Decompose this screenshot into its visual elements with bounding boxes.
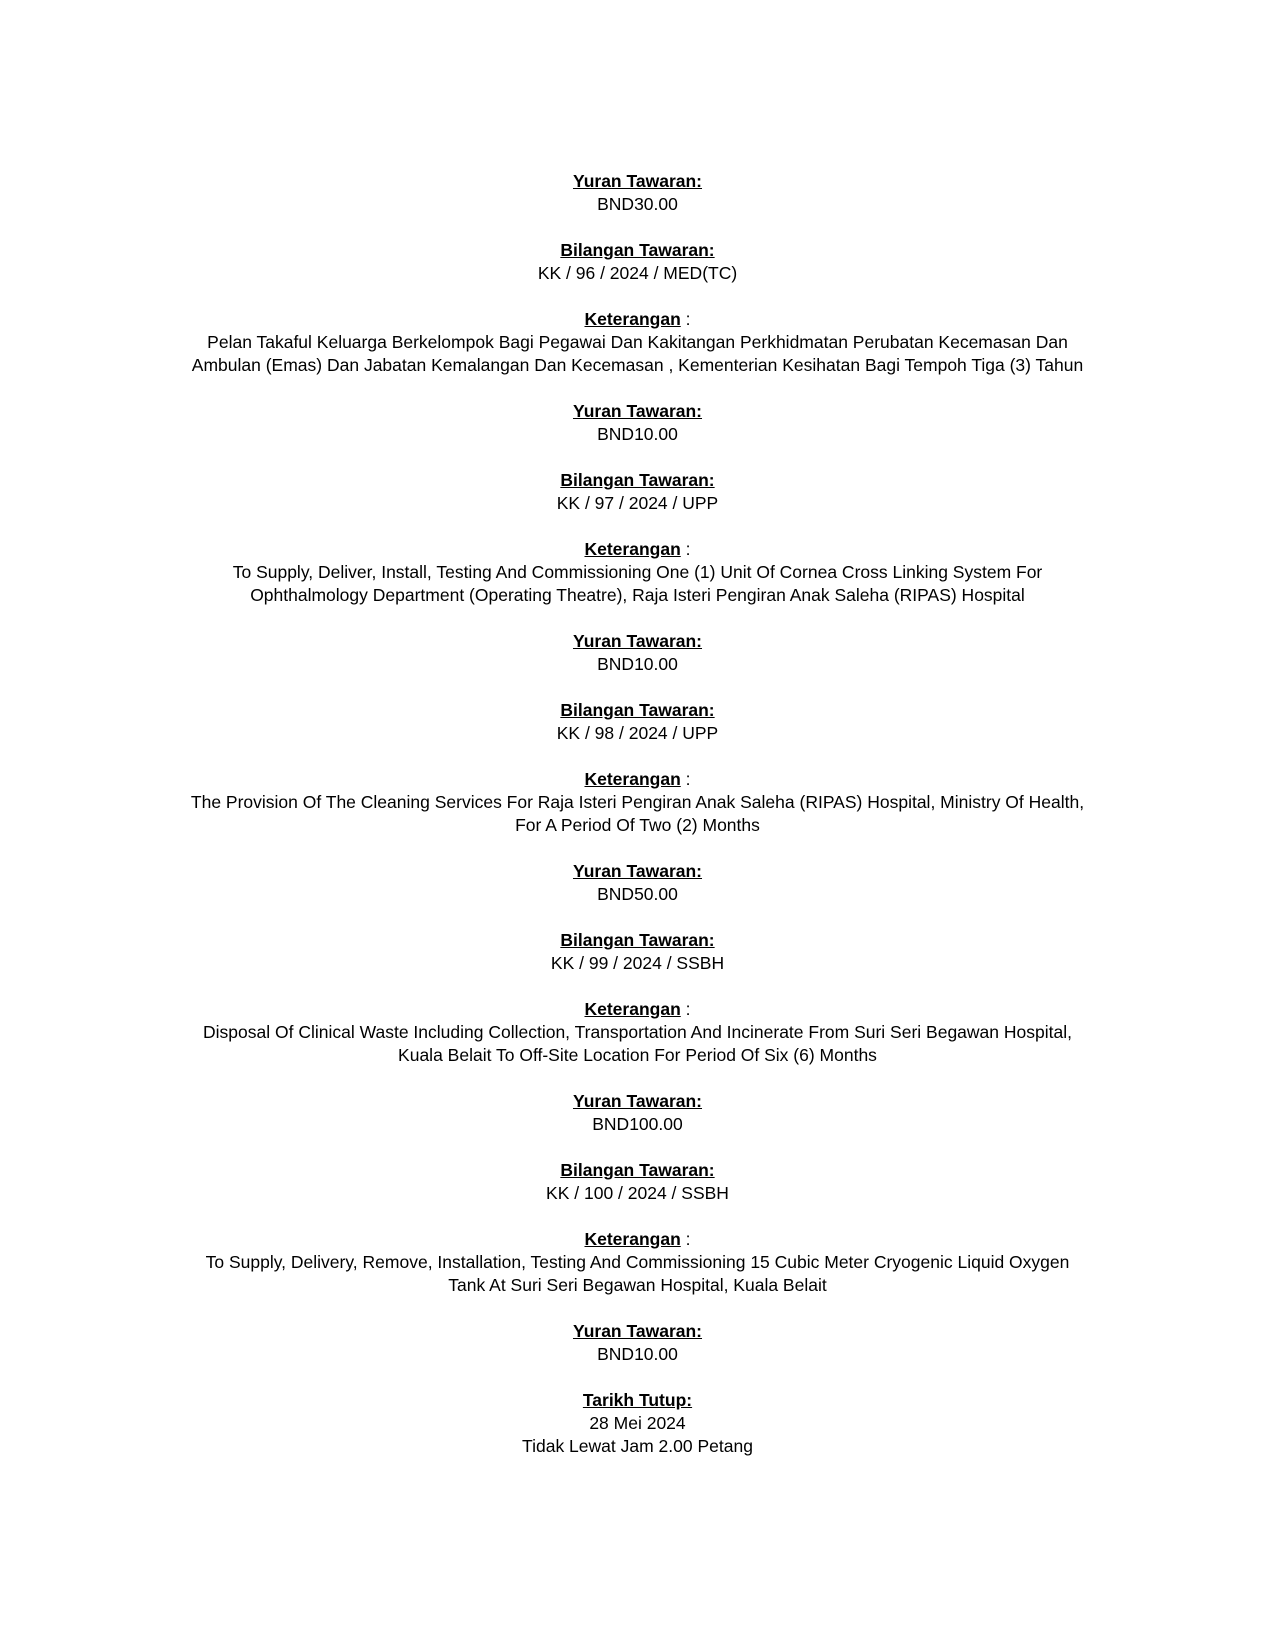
description-line: For A Period Of Two (2) Months: [515, 815, 760, 835]
opening-fee-block: [120, 170, 1155, 216]
description-line: The Provision Of The Cleaning Services For Raja Isteri Pengiran Anak Saleha (RIPAS) Hospital, Ministry Of Health,: [190, 792, 1085, 812]
fee-label: Yuran Tawaran:: [572, 1321, 703, 1341]
tender-number-block: [120, 239, 1155, 285]
description-line: Tank At Suri Seri Begawan Hospital, Kuala Belait: [448, 1275, 827, 1295]
description-label: Keterangan: [584, 309, 681, 329]
fee-value: BND10.00: [597, 654, 678, 674]
closing-date-label: Tarikh Tutup:: [582, 1390, 693, 1410]
tender-fee-block: [120, 400, 1155, 446]
description-line: Kuala Belait To Off-Site Location For Period Of Six (6) Months: [398, 1045, 877, 1065]
tender-number-block: [120, 1159, 1155, 1205]
description-label: Keterangan: [584, 1229, 681, 1249]
description-label: Keterangan: [584, 999, 681, 1019]
closing-time: Tidak Lewat Jam 2.00 Petang: [522, 1436, 753, 1456]
description-colon: :: [680, 539, 691, 559]
tender-fee-block: [120, 1090, 1155, 1136]
fee-value: BND100.00: [592, 1114, 683, 1134]
description-colon: :: [680, 769, 691, 789]
fee-label: Yuran Tawaran:: [572, 1091, 703, 1111]
closing-date-block: [120, 1389, 1155, 1458]
tender-description-block: [120, 308, 1155, 377]
tender-number-label: Bilangan Tawaran:: [560, 240, 715, 260]
description-colon: :: [680, 999, 691, 1019]
description-label: Keterangan: [584, 769, 681, 789]
tender-number: KK / 100 / 2024 / SSBH: [546, 1183, 729, 1203]
tender-number: KK / 99 / 2024 / SSBH: [550, 953, 725, 973]
tender-number-label: Bilangan Tawaran:: [560, 1160, 715, 1180]
tender-description-block: [120, 1228, 1155, 1297]
tender-number-block: [120, 469, 1155, 515]
tender-fee-block: [120, 630, 1155, 676]
tender-notice-page: [120, 170, 1155, 1481]
description-line: Ophthalmology Department (Operating Theatre), Raja Isteri Pengiran Anak Saleha (RIPAS) Hospital: [250, 585, 1025, 605]
description-colon: :: [680, 309, 691, 329]
tender-number: KK / 98 / 2024 / UPP: [556, 723, 719, 743]
closing-date: 28 Mei 2024: [589, 1413, 686, 1433]
description-line: Pelan Takaful Keluarga Berkelompok Bagi Pegawai Dan Kakitangan Perkhidmatan Perubatan Kecemasan Dan: [207, 332, 1068, 352]
tender-description-block: [120, 768, 1155, 837]
fee-value: BND30.00: [597, 194, 678, 214]
tender-number-block: [120, 929, 1155, 975]
description-label: Keterangan: [584, 539, 681, 559]
fee-label: Yuran Tawaran:: [572, 171, 703, 191]
description-line: To Supply, Delivery, Remove, Installation, Testing And Commissioning 15 Cubic Meter Cryogenic Liquid Oxygen: [205, 1252, 1070, 1272]
fee-value: BND10.00: [597, 1344, 678, 1364]
tender-fee-block: [120, 860, 1155, 906]
tender-number-label: Bilangan Tawaran:: [560, 930, 715, 950]
description-line: To Supply, Deliver, Install, Testing And Commissioning One (1) Unit Of Cornea Cross Linking System For: [232, 562, 1043, 582]
fee-value: BND50.00: [597, 884, 678, 904]
description-line: Disposal Of Clinical Waste Including Collection, Transportation And Incinerate From Suri Seri Begawan Hospital,: [203, 1022, 1072, 1042]
tender-number-block: [120, 699, 1155, 745]
tender-number: KK / 96 / 2024 / MED(TC): [537, 263, 738, 283]
tender-number-label: Bilangan Tawaran:: [560, 470, 715, 490]
description-colon: :: [680, 1229, 691, 1249]
fee-label: Yuran Tawaran:: [572, 631, 703, 651]
fee-label: Yuran Tawaran:: [572, 401, 703, 421]
fee-value: BND10.00: [597, 424, 678, 444]
fee-label: Yuran Tawaran:: [572, 861, 703, 881]
description-line: Ambulan (Emas) Dan Jabatan Kemalangan Dan Kecemasan , Kementerian Kesihatan Bagi Tempoh Tiga (3) Tahun: [191, 355, 1084, 375]
tender-number: KK / 97 / 2024 / UPP: [556, 493, 719, 513]
tender-fee-block: [120, 1320, 1155, 1366]
tender-number-label: Bilangan Tawaran:: [560, 700, 715, 720]
tender-description-block: [120, 538, 1155, 607]
tender-description-block: [120, 998, 1155, 1067]
